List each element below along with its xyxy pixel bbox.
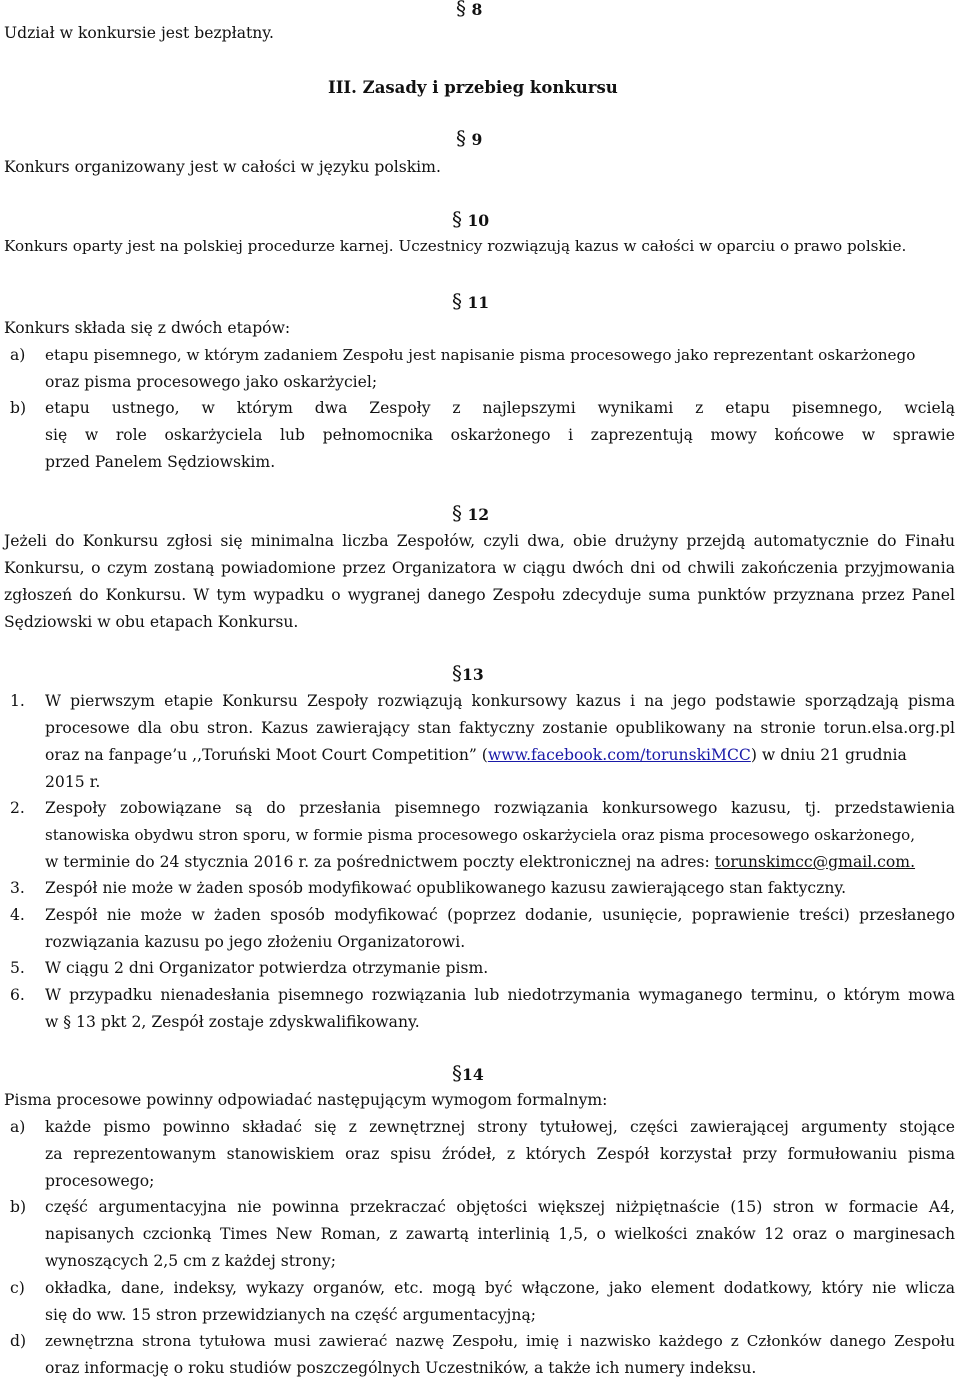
list-marker: a): [10, 346, 26, 364]
line-text: ) w dniu 21 grudnia: [750, 746, 907, 764]
section-heading-14: §14: [452, 1061, 484, 1085]
list-item-line: wynoszących 2,5 cm z każdej strony;: [45, 1252, 336, 1270]
section-heading-13: §13: [452, 661, 484, 685]
paragraph-line: Jeżeli do Konkursu zgłosi się minimalna liczba Zespołów, czyli dwa, obie drużyny przejdą automatycznie do Finału: [4, 532, 955, 550]
list-item-line: okładka, dane, indeksy, wykazy organów, etc. mogą być włączone, jako element dodatkowy, który nie wlicza: [45, 1279, 955, 1297]
email-link[interactable]: torunskimcc@gmail.com.: [714, 853, 916, 871]
list-item-line: procesowego;: [45, 1172, 155, 1190]
list-item-line: W przypadku nienadesłania pisemnego rozwiązania lub niedotrzymania wymaganego terminu, o którym mowa: [45, 986, 955, 1004]
list-marker: 5.: [10, 959, 25, 977]
list-item-line: oraz informację o roku studiów poszczególnych Uczestników, a także ich numery indeksu.: [45, 1359, 757, 1377]
list-item-line: etapu pisemnego, w którym zadaniem Zespołu jest napisanie pisma procesowego jako reprezentant oskarżonego: [45, 346, 916, 364]
section-heading-9: § 9: [456, 126, 483, 150]
list-marker: b): [10, 399, 27, 417]
list-marker: c): [10, 1279, 25, 1297]
list-marker: b): [10, 1198, 27, 1216]
paragraph-line: zgłoszeń do Konkursu. W tym wypadku o wygranej danego Zespołu zdecyduje suma punktów przyznana przez Panel: [4, 586, 955, 604]
list-item-line: oraz pisma procesowego jako oskarżyciel;: [45, 373, 378, 391]
list-item-line: napisanych czcionką Times New Roman, z zawartą interlinią 1,5, o wielkości znaków 12 oraz o marginesach: [45, 1225, 955, 1243]
list-item-line: 2015 r.: [45, 773, 101, 791]
list-item-line: W pierwszym etapie Konkursu Zespoły rozwiązują konkursowy kazus i na jego podstawie sporządzają pisma: [45, 692, 955, 710]
list-item-line: za reprezentowanym stanowiskiem oraz spisu źródeł, z których Zespół korzystał przy formułowaniu pisma: [45, 1145, 955, 1163]
paragraph-text: Konkurs organizowany jest w całości w języku polskim.: [4, 158, 441, 176]
list-item-line: się do ww. 15 stron przewidzianych na część argumentacyjną;: [45, 1306, 536, 1324]
section-heading-12: § 12: [452, 501, 490, 525]
list-item-line: Zespół nie może w żaden sposób modyfikować opublikowanego kazusu zawierającego stan faktyczny.: [45, 879, 847, 897]
list-item-line: procesowe dla obu stron. Kazus zawierający stan faktyczny zostanie opublikowany na stronie torun.elsa.org.pl: [45, 719, 955, 737]
line-text: oraz na fanpage’u ,,Toruński Moot Court Competition” (: [45, 746, 488, 764]
list-marker: d): [10, 1332, 27, 1350]
paragraph-line: Konkursu, o czym zostaną powiadomione przez Organizatora w ciągu dwóch dni od chwili zakończenia przyjmowania: [4, 559, 955, 577]
paragraph-text: Udział w konkursie jest bezpłatny.: [4, 24, 274, 42]
list-marker: 2.: [10, 799, 25, 817]
facebook-link[interactable]: www.facebook.com/torunskiMCC: [487, 746, 751, 764]
list-item-line: [45, 744, 955, 766]
list-item-line: rozwiązania kazusu po jego złożeniu Organizatorowi.: [45, 933, 466, 951]
list-item-line: w § 13 pkt 2, Zespół zostaje zdyskwalifikowany.: [45, 1013, 420, 1031]
list-marker: a): [10, 1118, 26, 1136]
list-item-line: przed Panelem Sędziowskim.: [45, 453, 276, 471]
list-marker: 3.: [10, 879, 25, 897]
list-item-line: [45, 851, 915, 873]
section-heading-10: § 10: [452, 207, 490, 231]
list-marker: 1.: [10, 692, 25, 710]
section-heading-8: § 8: [456, 0, 483, 20]
paragraph-text: Konkurs składa się z dwóch etapów:: [4, 319, 291, 337]
list-marker: 6.: [10, 986, 25, 1004]
list-item-line: Zespół nie może w żaden sposób modyfikować (poprzez dodanie, usunięcie, poprawienie treści) przesłanego: [45, 906, 955, 924]
paragraph-line: Sędziowski w obu etapach Konkursu.: [4, 613, 299, 631]
list-marker: 4.: [10, 906, 25, 924]
list-item-line: część argumentacyjna nie powinna przekraczać objętości większej niżpiętnaście (15) stron w formacie A4,: [45, 1198, 955, 1216]
list-item-line: każde pismo powinno składać się z zewnętrznej strony tytułowej, części zawierającej argumenty stojące: [45, 1118, 955, 1136]
list-item-line: się w role oskarżyciela lub pełnomocnika oskarżonego i zaprezentują mowy końcowe w sprawie: [45, 426, 955, 444]
section-heading-11: § 11: [452, 289, 490, 313]
list-item-line: etapu ustnego, w którym dwa Zespoły z najlepszymi wynikami z etapu pisemnego, wcielą: [45, 399, 955, 417]
list-item-line: W ciągu 2 dni Organizator potwierdza otrzymanie pism.: [45, 959, 489, 977]
line-text: w terminie do 24 stycznia 2016 r. za pośrednictwem poczty elektronicznej na adres:: [45, 853, 715, 871]
list-item-line: stanowiska obydwu stron sporu, w formie pisma procesowego oskarżyciela oraz pisma procesowego oskarżonego,: [45, 826, 915, 844]
list-item-line: Zespoły zobowiązane są do przesłania pisemnego rozwiązania konkursowego kazusu, tj. przedstawienia: [45, 799, 955, 817]
chapter-heading: III. Zasady i przebieg konkursu: [328, 78, 618, 97]
list-item-line: zewnętrzna strona tytułowa musi zawierać nazwę Zespołu, imię i nazwisko każdego z Członków danego Zespołu: [45, 1332, 955, 1350]
paragraph-text: Pisma procesowe powinny odpowiadać następującym wymogom formalnym:: [4, 1091, 608, 1109]
paragraph-text: Konkurs oparty jest na polskiej procedurze karnej. Uczestnicy rozwiązują kazus w całości w oparciu o prawo polskie.: [4, 237, 907, 255]
